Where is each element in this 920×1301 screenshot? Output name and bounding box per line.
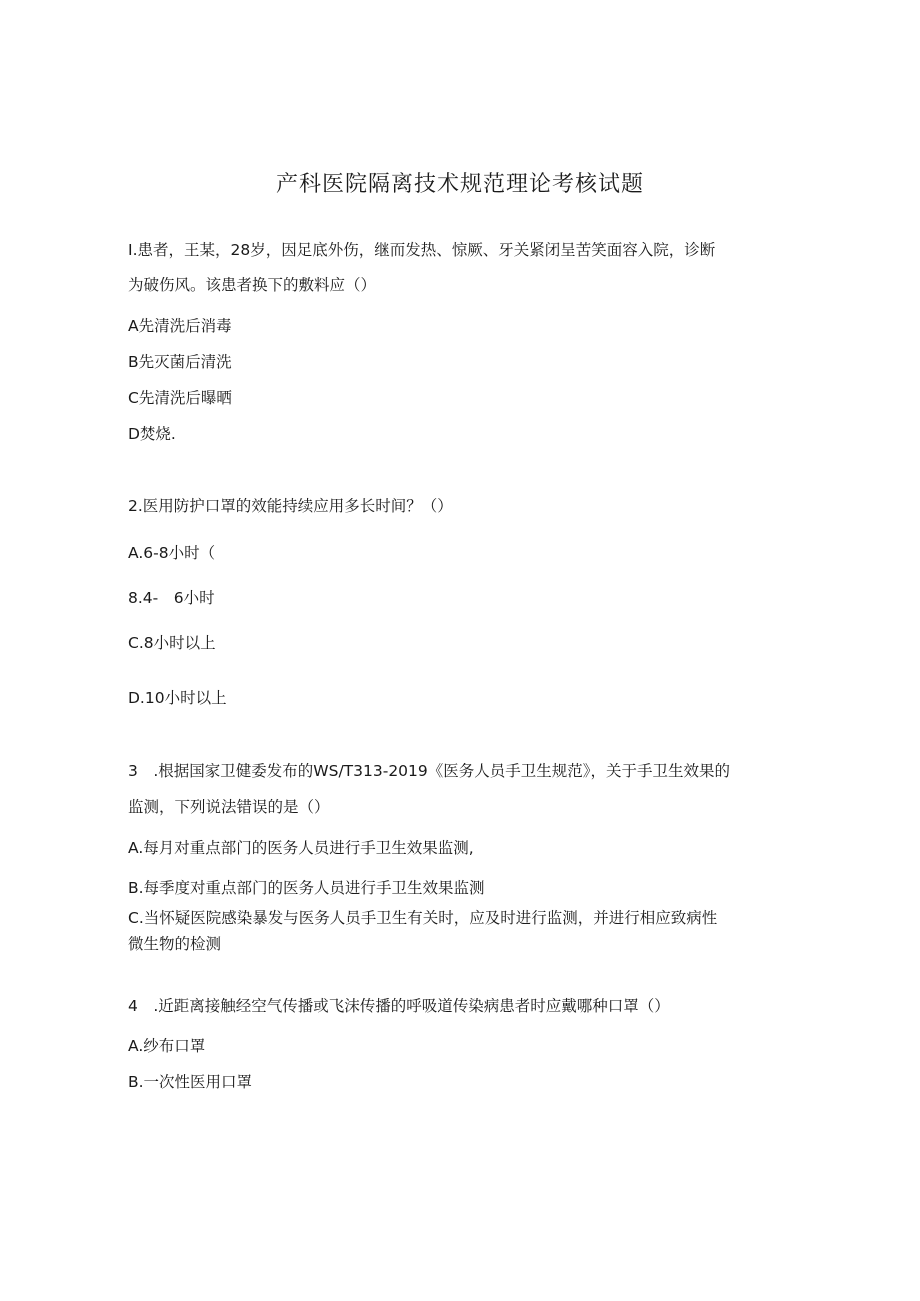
question-2-option-d: D.10小时以上 xyxy=(128,689,227,707)
page-title: 产科医院隔离技术规范理论考核试题 xyxy=(275,172,644,197)
question-3-option-c: C.当怀疑医院感染暴发与医务人员手卫生有关时，应及时进行监测，并进行相应致病性 xyxy=(128,909,718,927)
question-1-stem-line-2: 为破伤风。该患者换下的敷料应（） xyxy=(128,276,377,294)
question-4-option-a: A.纱布口罩 xyxy=(128,1037,206,1055)
question-2-stem-line-1: 2.医用防护口罩的效能持续应用多长时间？（） xyxy=(128,497,453,515)
question-4-option-b: B.一次性医用口罩 xyxy=(128,1073,253,1091)
question-4-stem-line-1: 4 .近距离接触经空气传播或飞沫传播的呼吸道传染病患者时应戴哪种口罩（） xyxy=(128,997,670,1015)
question-2-option-c: C.8小时以上 xyxy=(128,634,216,652)
question-1-option-d: D焚烧. xyxy=(128,425,176,443)
question-1-option-a: A先清洗后消毒 xyxy=(128,317,232,335)
question-2-option-a: A.6-8小时（ xyxy=(128,544,216,562)
question-3-option-c-continued: 微生物的检测 xyxy=(128,935,222,953)
question-1-option-c: C先清洗后曝晒 xyxy=(128,389,232,407)
question-1-option-b: B先灭菌后清洗 xyxy=(128,353,232,371)
question-3-stem-line-1: 3 .根据国家卫健委发布的WS/T313-2019《医务人员手卫生规范》，关于手卫生效果的 xyxy=(128,762,731,780)
question-1-stem-line-1: I.患者，王某，28岁，因足底外伤，继而发热、惊厥、牙关紧闭呈苦笑面容入院，诊断 xyxy=(128,241,716,259)
question-3-option-a: A.每月对重点部门的医务人员进行手卫生效果监测, xyxy=(128,839,474,857)
question-3-stem-line-2: 监测，下列说法错误的是（） xyxy=(128,798,330,816)
question-3-option-b: B.每季度对重点部门的医务人员进行手卫生效果监测 xyxy=(128,879,485,897)
question-2-option-b: 8.4- 6小时 xyxy=(128,589,215,607)
